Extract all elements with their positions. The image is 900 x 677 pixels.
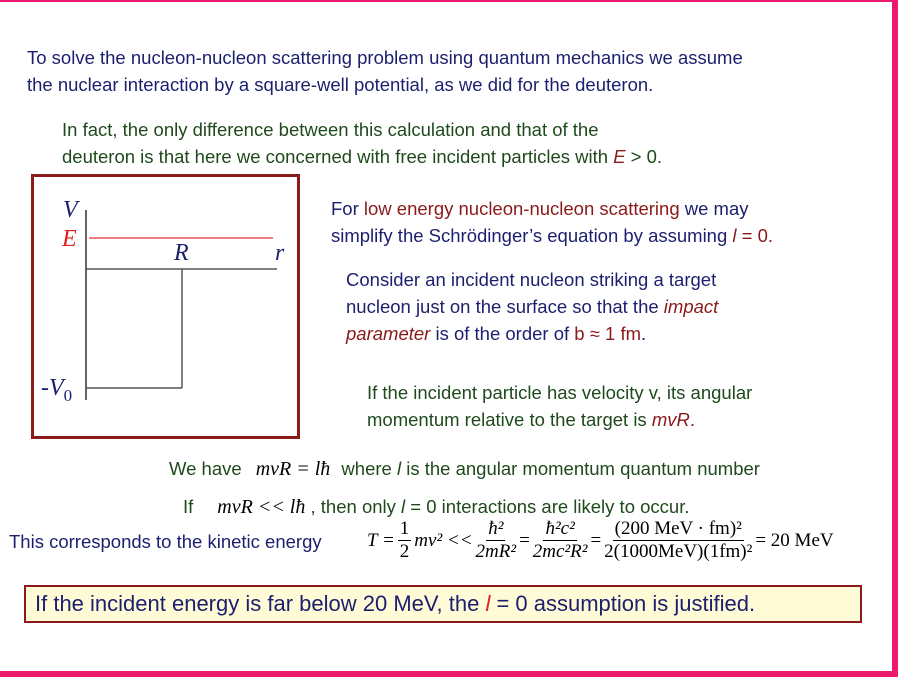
text: For [331, 198, 364, 219]
mvr-text: mvR [651, 409, 690, 430]
impact-value: b ≈ 1 fm [574, 323, 641, 344]
l-variable: l [401, 496, 406, 517]
text: is of the order of [430, 323, 575, 344]
inequality-equation: mvR << lħ [217, 496, 306, 518]
text: = 0 assumption is justified. [490, 591, 756, 616]
r-label: R [174, 240, 189, 266]
energy-variable: E [613, 146, 626, 167]
velocity-line-2 [367, 406, 695, 433]
text: where [336, 458, 397, 479]
v-label: V [63, 197, 78, 223]
impact-text: impact [663, 296, 719, 317]
e-label: E [62, 226, 77, 252]
conclusion-box [24, 585, 862, 623]
v0-subscript: 0 [63, 385, 73, 405]
text: nucleon just on the surface so that the [346, 296, 664, 317]
denominator: 2 [399, 541, 410, 562]
highlight-text: low energy nucleon-nucleon scattering [363, 198, 680, 219]
fact-line-1: In fact, the only difference between this calculation and that of the [62, 119, 599, 140]
numerator: (200 MeV · fm)² [614, 518, 742, 539]
l-variable: l [396, 458, 402, 479]
text: , then only [305, 496, 402, 517]
text: We have [169, 458, 242, 479]
text: . [641, 323, 647, 344]
angular-momentum-equation: mvR = lħ [255, 458, 331, 480]
kinetic-label: This corresponds to the kinetic energy [9, 531, 322, 552]
text: = 0. [736, 225, 774, 246]
fraction-3 [604, 518, 752, 563]
fraction-1 [476, 518, 517, 563]
text: we may [679, 198, 749, 219]
t-symbol: T = [367, 529, 395, 551]
l-variable: l [732, 225, 737, 246]
denominator: 2mR² [475, 541, 517, 562]
numerator: 1 [399, 518, 410, 539]
v0-text: -V [41, 375, 64, 401]
intro-line-1: To solve the nucleon-nucleon scattering problem using quantum mechanics we assume [27, 47, 743, 68]
r-axis-label: r [275, 240, 285, 266]
mv2-term: mv² << [414, 529, 473, 551]
half-fraction [398, 518, 412, 563]
if-line [183, 493, 689, 521]
consider-line-3 [346, 320, 646, 347]
numerator: ħ² [488, 518, 504, 539]
fraction-2 [533, 518, 588, 563]
v0-label [41, 375, 72, 406]
low-energy-line-2 [331, 222, 773, 249]
velocity-line-1: If the incident particle has velocity v, its angular [367, 382, 753, 403]
intro-line-2: the nuclear interaction by a square-well potential, as we did for the deuteron. [27, 74, 654, 95]
denominator: 2mc²R² [532, 541, 588, 562]
fact-text: deuteron is that here we concerned with free incident particles with [62, 146, 614, 167]
text: is the angular momentum quantum number [401, 458, 760, 479]
text: = 0 interactions are likely to occur. [405, 496, 690, 517]
we-have-line [169, 455, 760, 483]
text: . [689, 409, 695, 430]
consider-line-2 [346, 293, 718, 320]
text: If [183, 496, 194, 517]
denominator: 2(1000MeV)(1fm)² [604, 541, 753, 562]
consider-line-1: Consider an incident nucleon striking a target [346, 269, 717, 290]
l-variable: l [485, 591, 491, 616]
parameter-text: parameter [346, 323, 431, 344]
low-energy-line-1 [331, 195, 749, 222]
text: If the incident energy is far below 20 MeV, the [35, 591, 486, 616]
numerator: ħ²c² [545, 518, 575, 539]
result: = 20 MeV [755, 529, 834, 551]
text: simplify the Schrödinger’s equation by assuming [331, 225, 733, 246]
fact-text-end: > 0. [625, 146, 663, 167]
fact-line-2 [62, 143, 662, 170]
square-well-diagram [31, 174, 300, 439]
text: momentum relative to the target is [367, 409, 652, 430]
kinetic-energy-equation: T = $\frac{1}{2}$ mv² << $\frac{\text{ħ²}}{\text{2mR²}}$ = $\frac{\text{ħ²c²}}{\text{2mc²R²}}$ = $\frac{\text{(200 MeV · fm)²}}{\text{2(1000MeV)(1fm)²}}$ = 20 MeV [367, 518, 834, 562]
